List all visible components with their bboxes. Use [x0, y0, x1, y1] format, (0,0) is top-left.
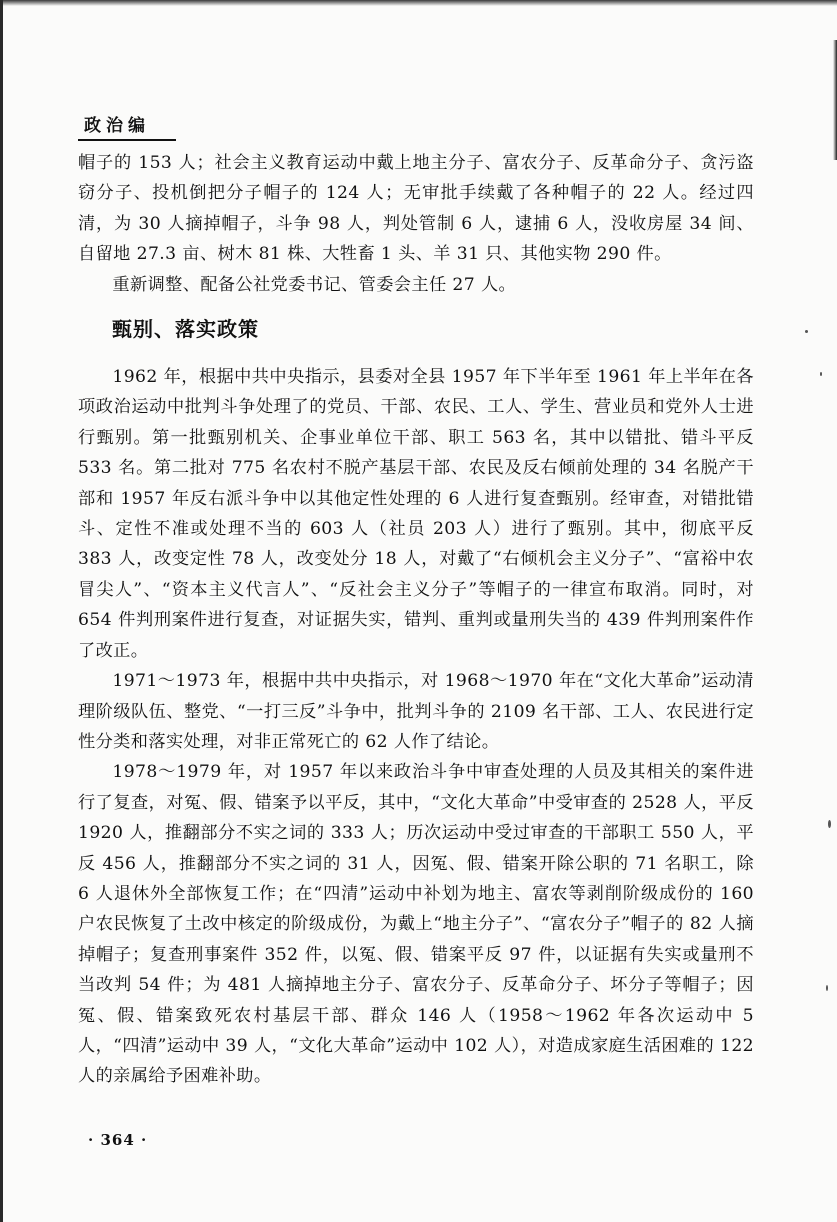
running-header: 政治编: [78, 115, 176, 141]
paragraph: 1962 年，根据中共中央指示，县委对全县 1957 年下半年至 1961 年上半年在各项政治运动中批判斗争处理了的党员、干部、农民、工人、学生、营业员和党外人士进行甄别。第一批甄别机关、企事业单位干部、职工 563 名，其中以错批、错斗平反 533 名。第二批对 775 名农村不脱产基层干部、农民及反右倾前处理的 34 名脱产干部和 1957 年反右派斗争中以其他定性处理的 6 人进行复查甄别。经审查，对错批错斗、定性不准或处理不当的 603 人（社员 203 人）进行了甄别。其中，彻底平反 383 人，改变定性 78 人，改变处分 18 人，对戴了“右倾机会主义分子”、“富裕中农冒尖人”、“资本主义代言人”、“反社会主义分子”等帽子的一律宣布取消。同时，对 654 件判刑案件进行复查，对证据失实，错判、重判或量刑失当的 439 件判刑案件作了改正。: [78, 367, 754, 661]
scan-speck: [828, 820, 831, 828]
scan-edge-top: [0, 0, 837, 6]
paragraph: 重新调整、配备公社党委书记、管委会主任 27 人。: [112, 274, 517, 295]
scan-edge-left: [0, 0, 3, 1222]
paragraph-continued: 帽子的 153 人；社会主义教育运动中戴上地主分子、富农分子、反革命分子、贪污盗窃分子、投机倒把分子帽子的 124 人；无审批手续戴了各种帽子的 22 人。经过四清，为 30 人摘掉帽子，斗争 98 人，判处管制 6 人，逮捕 6 人，没收房屋 34 间、自留地 27.3 亩、树木 81 株、大牲畜 1 头、羊 31 只、其他实物 290 件。: [78, 153, 754, 265]
scan-edge-right: [833, 40, 837, 160]
page-body: [78, 148, 754, 1092]
scan-speck: [805, 330, 808, 333]
scan-speck: [820, 372, 822, 376]
section-heading: 甄别、落实政策: [112, 317, 259, 342]
page-number: · 364 ·: [88, 1131, 148, 1149]
paragraph: 1971～1973 年，根据中共中央指示，对 1968～1970 年在“文化大革命”运动清理阶级队伍、整党、“一打三反”斗争中，批判斗争的 2109 名干部、工人、农民进行定性分类和落实处理，对非正常死亡的 62 人作了结论。: [78, 671, 754, 752]
paragraph: 1978～1979 年，对 1957 年以来政治斗争中审查处理的人员及其相关的案件进行了复查，对冤、假、错案予以平反，其中，“文化大革命”中受审查的 2528 人，平反 1920 人，推翻部分不实之词的 333 人；历次运动中受过审查的干部职工 550 人，平反 456 人，推翻部分不实之词的 31 人，因冤、假、错案开除公职的 71 名职工，除 6 人退休外全部恢复工作；在“四清”运动中补划为地主、富农等剥削阶级成份的 160 户农民恢复了土改中核定的阶级成份，为戴上“地主分子”、“富农分子”帽子的 82 人摘掉帽子；复查刑事案件 352 件，以冤、假、错案平反 97 件，以证据有失实或量刑不当改判 54 件；为 481 人摘掉地主分子、富农分子、反革命分子、坏分子等帽子；因冤、假、错案致死农村基层干部、群众 146 人（1958～1962 年各次运动中 5 人，“四清”运动中 39 人，“文化大革命”运动中 102 人），对造成家庭生活困难的 122 人的亲属给予困难补助。: [78, 762, 754, 1087]
scan-speck: [826, 985, 828, 991]
